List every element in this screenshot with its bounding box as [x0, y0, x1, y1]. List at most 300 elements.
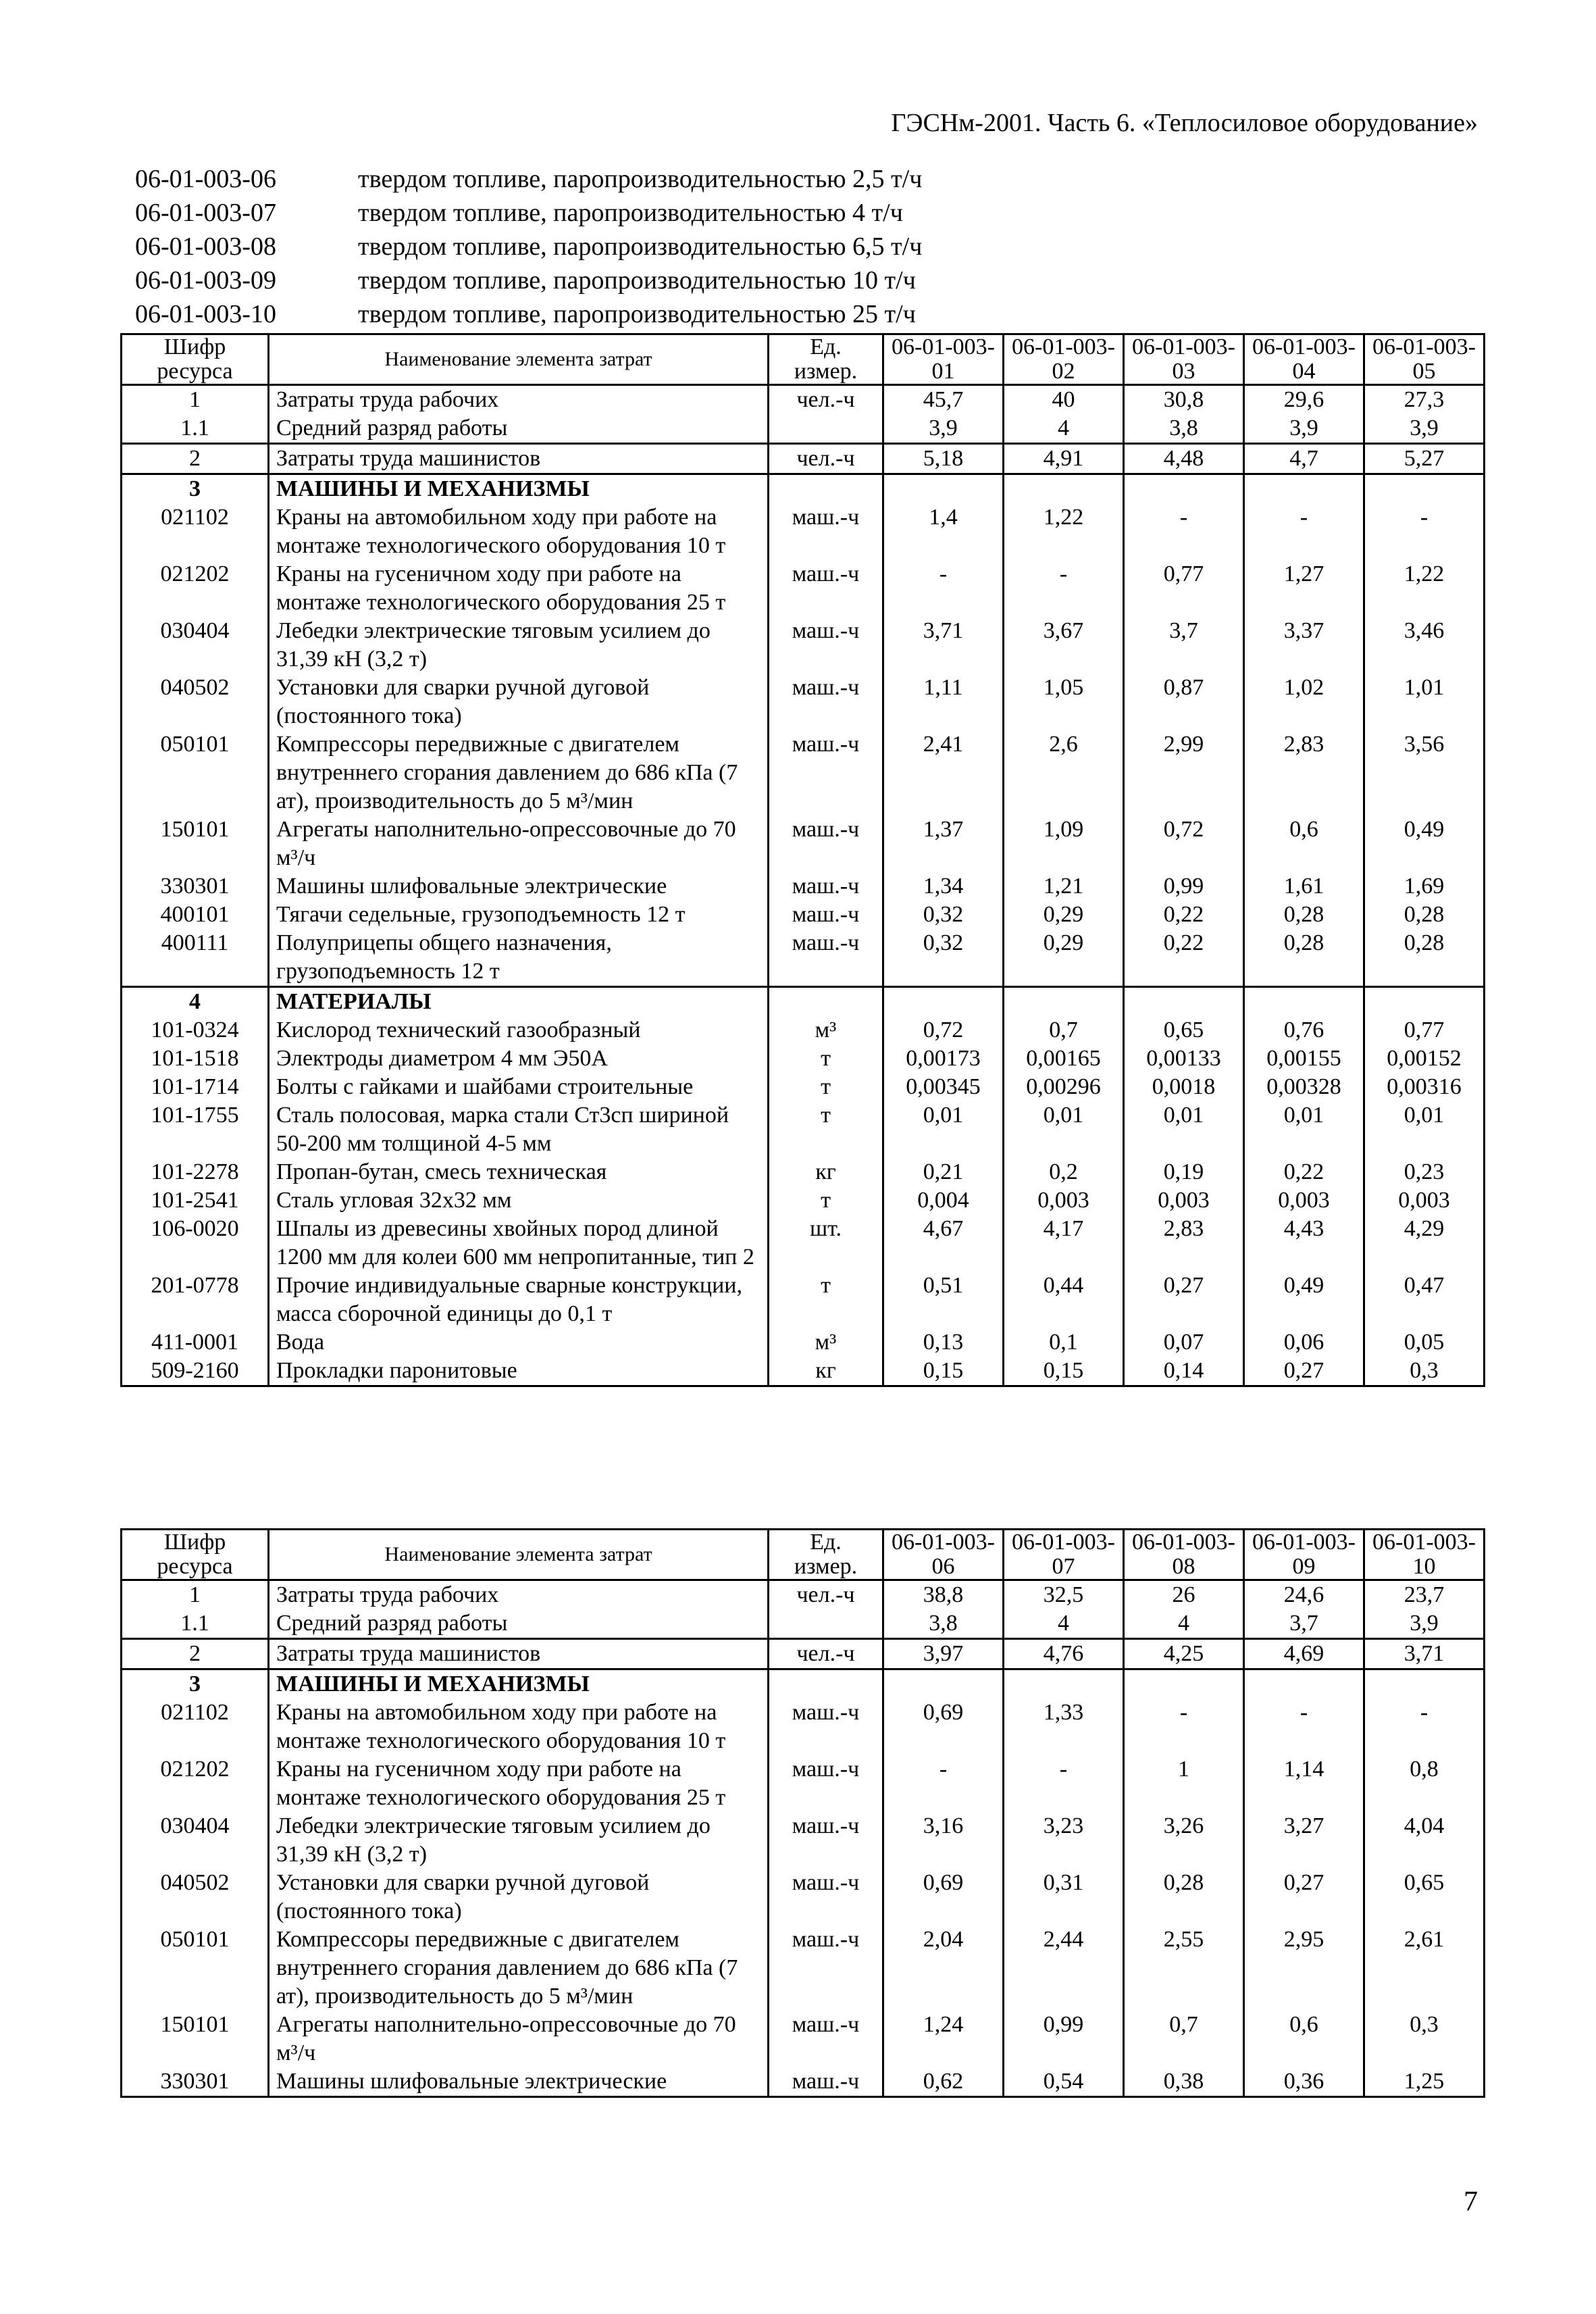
code-description: твердом топливе, паропроизводительностью 4 т/ч: [358, 199, 903, 227]
value-cell: 0,01: [1244, 1101, 1364, 1158]
value-cell: 0,19: [1124, 1158, 1244, 1186]
cost-element-name: Сталь угловая 32х32 мм: [269, 1186, 769, 1215]
value-cell: 40: [1004, 385, 1124, 415]
section-row: [122, 1669, 1485, 1699]
value-cell: 0,004: [883, 1186, 1004, 1215]
unit-cell: чел.-ч: [769, 1580, 883, 1610]
value-cell: 2,83: [1124, 1215, 1244, 1272]
code-description: твердом топливе, паропроизводительностью 6,5 т/ч: [358, 232, 923, 261]
header-column: 06-01-003-04: [1244, 334, 1364, 385]
value-cell: 0,27: [1244, 1357, 1364, 1386]
value-cell: [1364, 474, 1485, 504]
resource-code: 150101: [122, 815, 269, 872]
value-cell: 0,6: [1244, 815, 1364, 872]
value-cell: 0,15: [883, 1357, 1004, 1386]
cost-element-name: Краны на автомобильном ходу при работе на монтаже технологического оборудования 10 т: [269, 1699, 769, 1755]
value-cell: 0,27: [1124, 1272, 1244, 1328]
value-cell: 0,01: [883, 1101, 1004, 1158]
value-cell: -: [1364, 1699, 1485, 1755]
value-cell: 2,95: [1244, 1926, 1364, 2011]
table-row: [122, 1357, 1485, 1386]
value-cell: 2,55: [1124, 1926, 1244, 2011]
code-description: твердом топливе, паропроизводительностью 2,5 т/ч: [358, 165, 923, 193]
header-column: 06-01-003-09: [1244, 1530, 1364, 1580]
code-list-item: [135, 297, 922, 331]
value-cell: [1364, 1669, 1485, 1699]
value-cell: 0,29: [1004, 929, 1124, 987]
value-cell: 0,00155: [1244, 1045, 1364, 1073]
value-cell: 3,46: [1364, 617, 1485, 674]
value-cell: 0,05: [1364, 1328, 1485, 1357]
header-unit: Ед. измер.: [769, 1530, 883, 1580]
value-cell: 2,99: [1124, 730, 1244, 815]
value-cell: 3,23: [1004, 1812, 1124, 1869]
value-cell: 4,67: [883, 1215, 1004, 1272]
value-cell: 3,8: [883, 1609, 1004, 1639]
cost-element-name: Прокладки паронитовые: [269, 1357, 769, 1386]
unit-cell: м³: [769, 1328, 883, 1357]
table-row: [122, 2067, 1485, 2097]
value-cell: 0,003: [1244, 1186, 1364, 1215]
value-cell: 3,97: [883, 1639, 1004, 1669]
value-cell: 0,22: [1124, 901, 1244, 929]
resource-code: 021202: [122, 1755, 269, 1812]
unit-cell: т: [769, 1073, 883, 1101]
value-cell: [1244, 1669, 1364, 1699]
unit-cell: маш.-ч: [769, 872, 883, 901]
value-cell: 0,3: [1364, 1357, 1485, 1386]
header-cipher: Шифр ресурса: [122, 1530, 269, 1580]
value-cell: 0,7: [1124, 2011, 1244, 2067]
table-row: [122, 560, 1485, 617]
table-row: [122, 815, 1485, 872]
unit-cell: маш.-ч: [769, 503, 883, 560]
value-cell: 0,36: [1244, 2067, 1364, 2097]
table-row: [122, 1609, 1485, 1639]
value-cell: 0,69: [883, 1869, 1004, 1926]
value-cell: 2,44: [1004, 1926, 1124, 2011]
value-cell: 0,87: [1124, 674, 1244, 730]
cost-element-name: Машины шлифовальные электрические: [269, 2067, 769, 2097]
resource-code: 101-1755: [122, 1101, 269, 1158]
value-cell: 4: [1004, 1609, 1124, 1639]
unit-cell: [769, 987, 883, 1017]
unit-cell: маш.-ч: [769, 2067, 883, 2097]
table-row: [122, 1580, 1485, 1610]
unit-cell: т: [769, 1101, 883, 1158]
cost-element-name: Лебедки электрические тяговым усилием до 31,39 кН (3,2 т): [269, 1812, 769, 1869]
value-cell: 4,7: [1244, 444, 1364, 474]
value-cell: 1: [1124, 1755, 1244, 1812]
resource-code: 330301: [122, 872, 269, 901]
value-cell: 29,6: [1244, 385, 1364, 415]
value-cell: 0,32: [883, 901, 1004, 929]
value-cell: [1124, 474, 1244, 504]
cost-element-name: Агрегаты наполнительно-опрессовочные до 70 м³/ч: [269, 815, 769, 872]
value-cell: -: [1364, 503, 1485, 560]
cost-element-name: МАШИНЫ И МЕХАНИЗМЫ: [269, 1669, 769, 1699]
value-cell: 3,8: [1124, 414, 1244, 444]
cost-element-name: Лебедки электрические тяговым усилием до 31,39 кН (3,2 т): [269, 617, 769, 674]
value-cell: 0,003: [1004, 1186, 1124, 1215]
unit-cell: маш.-ч: [769, 901, 883, 929]
value-cell: 1,02: [1244, 674, 1364, 730]
cost-element-name: Машины шлифовальные электрические: [269, 872, 769, 901]
resource-code: 2: [122, 444, 269, 474]
value-cell: 3,56: [1364, 730, 1485, 815]
value-cell: 0,0018: [1124, 1073, 1244, 1101]
unit-cell: маш.-ч: [769, 674, 883, 730]
unit-cell: [769, 474, 883, 504]
code-list: [135, 162, 922, 331]
resource-code: 201-0778: [122, 1272, 269, 1328]
unit-cell: чел.-ч: [769, 1639, 883, 1669]
value-cell: 0,00165: [1004, 1045, 1124, 1073]
cost-element-name: Затраты труда рабочих: [269, 385, 769, 415]
header-column: 06-01-003-05: [1364, 334, 1485, 385]
table-row: [122, 2011, 1485, 2067]
value-cell: 0,01: [1364, 1101, 1485, 1158]
cost-element-name: Средний разряд работы: [269, 414, 769, 444]
value-cell: 4,48: [1124, 444, 1244, 474]
cost-element-name: Краны на гусеничном ходу при работе на монтаже технологического оборудования 25 т: [269, 1755, 769, 1812]
value-cell: 4,25: [1124, 1639, 1244, 1669]
resource-code: 050101: [122, 730, 269, 815]
cost-element-name: МАШИНЫ И МЕХАНИЗМЫ: [269, 474, 769, 504]
value-cell: 0,28: [1364, 901, 1485, 929]
cost-element-name: Прочие индивидуальные сварные конструкции, масса сборочной единицы до 0,1 т: [269, 1272, 769, 1328]
value-cell: 4,17: [1004, 1215, 1124, 1272]
resource-code: 509-2160: [122, 1357, 269, 1386]
value-cell: 3,9: [1244, 414, 1364, 444]
value-cell: 0,00328: [1244, 1073, 1364, 1101]
resource-code: 106-0020: [122, 1215, 269, 1272]
resource-code: 1.1: [122, 1609, 269, 1639]
resource-code: 4: [122, 987, 269, 1017]
header-column: 06-01-003-07: [1004, 1530, 1124, 1580]
value-cell: 0,8: [1364, 1755, 1485, 1812]
cost-element-name: Краны на гусеничном ходу при работе на монтаже технологического оборудования 25 т: [269, 560, 769, 617]
value-cell: 1,34: [883, 872, 1004, 901]
value-cell: 5,18: [883, 444, 1004, 474]
value-cell: 0,01: [1004, 1101, 1124, 1158]
cost-element-name: Установки для сварки ручной дуговой (постоянного тока): [269, 674, 769, 730]
resource-code: 400101: [122, 901, 269, 929]
page-header: ГЭСНм-2001. Часть 6. «Теплосиловое оборудование»: [891, 109, 1478, 137]
unit-cell: маш.-ч: [769, 815, 883, 872]
value-cell: 0,76: [1244, 1016, 1364, 1045]
resource-code: 030404: [122, 1812, 269, 1869]
value-cell: 0,01: [1124, 1101, 1244, 1158]
resource-code: 1: [122, 1580, 269, 1610]
value-cell: 0,38: [1124, 2067, 1244, 2097]
resource-code: 1.1: [122, 414, 269, 444]
value-cell: 0,003: [1364, 1186, 1485, 1215]
value-cell: [1124, 1669, 1244, 1699]
value-cell: 0,65: [1364, 1869, 1485, 1926]
header-name: Наименование элемента затрат: [269, 1530, 769, 1580]
value-cell: 1,01: [1364, 674, 1485, 730]
unit-cell: м³: [769, 1016, 883, 1045]
table-row: [122, 730, 1485, 815]
table-row: [122, 617, 1485, 674]
value-cell: 0,51: [883, 1272, 1004, 1328]
value-cell: 0,00173: [883, 1045, 1004, 1073]
page-number: 7: [1464, 2186, 1478, 2217]
cost-element-name: Шпалы из древесины хвойных пород длиной 1200 мм для колеи 600 мм непропитанные, тип 2: [269, 1215, 769, 1272]
value-cell: [1364, 987, 1485, 1017]
value-cell: 1,27: [1244, 560, 1364, 617]
value-cell: 27,3: [1364, 385, 1485, 415]
header-column: 06-01-003-06: [883, 1530, 1004, 1580]
resource-code: 330301: [122, 2067, 269, 2097]
value-cell: 0,14: [1124, 1357, 1244, 1386]
resource-code: 021202: [122, 560, 269, 617]
table-row: [122, 414, 1485, 444]
value-cell: 0,99: [1124, 872, 1244, 901]
value-cell: 1,33: [1004, 1699, 1124, 1755]
value-cell: 0,54: [1004, 2067, 1124, 2097]
cost-element-name: Затраты труда рабочих: [269, 1580, 769, 1610]
value-cell: 3,67: [1004, 617, 1124, 674]
code-list-item: [135, 162, 922, 196]
value-cell: 3,9: [883, 414, 1004, 444]
value-cell: 0,00296: [1004, 1073, 1124, 1101]
unit-cell: маш.-ч: [769, 1755, 883, 1812]
code-list-item: [135, 230, 922, 263]
cost-element-name: Установки для сварки ручной дуговой (постоянного тока): [269, 1869, 769, 1926]
header-cipher: Шифр ресурса: [122, 334, 269, 385]
header-column: 06-01-003-08: [1124, 1530, 1244, 1580]
value-cell: [883, 987, 1004, 1017]
table-row: [122, 1272, 1485, 1328]
value-cell: -: [1244, 503, 1364, 560]
table-row: [122, 1639, 1485, 1669]
value-cell: 0,07: [1124, 1328, 1244, 1357]
value-cell: 1,4: [883, 503, 1004, 560]
value-cell: 3,16: [883, 1812, 1004, 1869]
value-cell: -: [1124, 503, 1244, 560]
code-list-item: [135, 263, 922, 297]
value-cell: -: [883, 560, 1004, 617]
value-cell: 0,49: [1364, 815, 1485, 872]
header-column: 06-01-003-03: [1124, 334, 1244, 385]
unit-cell: маш.-ч: [769, 1812, 883, 1869]
value-cell: 0,00316: [1364, 1073, 1485, 1101]
resource-code: 400111: [122, 929, 269, 987]
code-number: 06-01-003-07: [135, 199, 276, 227]
value-cell: 45,7: [883, 385, 1004, 415]
value-cell: 0,44: [1004, 1272, 1124, 1328]
value-cell: 0,72: [1124, 815, 1244, 872]
value-cell: 0,65: [1124, 1016, 1244, 1045]
cost-element-name: Пропан-бутан, смесь техническая: [269, 1158, 769, 1186]
value-cell: 0,23: [1364, 1158, 1485, 1186]
value-cell: 0,00345: [883, 1073, 1004, 1101]
value-cell: 3,71: [1364, 1639, 1485, 1669]
resource-code: 021102: [122, 1699, 269, 1755]
table-row: [122, 872, 1485, 901]
value-cell: 1,69: [1364, 872, 1485, 901]
resource-code: 101-0324: [122, 1016, 269, 1045]
cost-element-name: Агрегаты наполнительно-опрессовочные до 70 м³/ч: [269, 2011, 769, 2067]
cost-element-name: Болты с гайками и шайбами строительные: [269, 1073, 769, 1101]
value-cell: 0,003: [1124, 1186, 1244, 1215]
value-cell: 1,09: [1004, 815, 1124, 872]
table-row: [122, 444, 1485, 474]
value-cell: 0,72: [883, 1016, 1004, 1045]
value-cell: 1,14: [1244, 1755, 1364, 1812]
value-cell: 4,76: [1004, 1639, 1124, 1669]
value-cell: [1004, 987, 1124, 1017]
value-cell: 1,24: [883, 2011, 1004, 2067]
cost-element-name: Сталь полосовая, марка стали Ст3сп шириной 50-200 мм толщиной 4-5 мм: [269, 1101, 769, 1158]
unit-cell: чел.-ч: [769, 444, 883, 474]
value-cell: 0,27: [1244, 1869, 1364, 1926]
value-cell: 4: [1004, 414, 1124, 444]
code-number: 06-01-003-06: [135, 165, 276, 193]
resource-code: 1: [122, 385, 269, 415]
value-cell: 2,04: [883, 1926, 1004, 2011]
value-cell: 0,28: [1244, 929, 1364, 987]
resource-table-1: [120, 333, 1485, 1387]
value-cell: 0,77: [1364, 1016, 1485, 1045]
code-number: 06-01-003-09: [135, 266, 276, 295]
unit-cell: т: [769, 1186, 883, 1215]
resource-table-2: [120, 1528, 1485, 2098]
value-cell: 5,27: [1364, 444, 1485, 474]
resource-code: 050101: [122, 1926, 269, 2011]
value-cell: 3,27: [1244, 1812, 1364, 1869]
unit-cell: маш.-ч: [769, 1926, 883, 2011]
cost-element-name: МАТЕРИАЛЫ: [269, 987, 769, 1017]
value-cell: 0,49: [1244, 1272, 1364, 1328]
value-cell: 0,29: [1004, 901, 1124, 929]
resource-code: 040502: [122, 674, 269, 730]
header-column: 06-01-003-10: [1364, 1530, 1485, 1580]
value-cell: 38,8: [883, 1580, 1004, 1610]
cost-element-name: Вода: [269, 1328, 769, 1357]
unit-cell: [769, 414, 883, 444]
value-cell: [883, 1669, 1004, 1699]
value-cell: 0,28: [1364, 929, 1485, 987]
resource-code: 3: [122, 474, 269, 504]
table-row: [122, 1073, 1485, 1101]
resource-code: 030404: [122, 617, 269, 674]
unit-cell: [769, 1669, 883, 1699]
value-cell: [1244, 474, 1364, 504]
value-cell: 3,9: [1364, 414, 1485, 444]
unit-cell: маш.-ч: [769, 560, 883, 617]
table-row: [122, 1755, 1485, 1812]
table-row: [122, 1158, 1485, 1186]
code-description: твердом топливе, паропроизводительностью 25 т/ч: [358, 300, 916, 328]
code-number: 06-01-003-08: [135, 232, 276, 261]
table-header-row: [122, 1530, 1485, 1580]
unit-cell: маш.-ч: [769, 1869, 883, 1926]
value-cell: 24,6: [1244, 1580, 1364, 1610]
cost-element-name: Полуприцепы общего назначения, грузоподъемность 12 т: [269, 929, 769, 987]
cost-element-name: Электроды диаметром 4 мм Э50А: [269, 1045, 769, 1073]
table-row: [122, 1045, 1485, 1073]
value-cell: 0,00133: [1124, 1045, 1244, 1073]
code-list-item: [135, 196, 922, 230]
value-cell: 0,6: [1244, 2011, 1364, 2067]
value-cell: 0,13: [883, 1328, 1004, 1357]
value-cell: 4: [1124, 1609, 1244, 1639]
value-cell: 1,25: [1364, 2067, 1485, 2097]
value-cell: 0,31: [1004, 1869, 1124, 1926]
value-cell: 3,7: [1124, 617, 1244, 674]
resource-code: 021102: [122, 503, 269, 560]
cost-element-name: Кислород технический газообразный: [269, 1016, 769, 1045]
value-cell: 0,1: [1004, 1328, 1124, 1357]
resource-code: 101-1714: [122, 1073, 269, 1101]
value-cell: 1,37: [883, 815, 1004, 872]
cost-element-name: Затраты труда машинистов: [269, 1639, 769, 1669]
value-cell: -: [1244, 1699, 1364, 1755]
unit-cell: шт.: [769, 1215, 883, 1272]
value-cell: 0,22: [1124, 929, 1244, 987]
header-column: 06-01-003-01: [883, 334, 1004, 385]
table-row: [122, 901, 1485, 929]
resource-code: 101-2278: [122, 1158, 269, 1186]
table-row: [122, 1699, 1485, 1755]
value-cell: 0,77: [1124, 560, 1244, 617]
value-cell: 0,99: [1004, 2011, 1124, 2067]
unit-cell: т: [769, 1045, 883, 1073]
value-cell: [1244, 987, 1364, 1017]
value-cell: -: [1004, 1755, 1124, 1812]
unit-cell: маш.-ч: [769, 929, 883, 987]
value-cell: 0,3: [1364, 2011, 1485, 2067]
value-cell: 0,7: [1004, 1016, 1124, 1045]
value-cell: [1004, 1669, 1124, 1699]
resource-code: 2: [122, 1639, 269, 1669]
value-cell: [883, 474, 1004, 504]
table-row: [122, 503, 1485, 560]
cost-element-name: Компрессоры передвижные с двигателем внутреннего сгорания давлением до 686 кПа (7 ат), производительность до 5 м³/мин: [269, 1926, 769, 2011]
table-row: [122, 1869, 1485, 1926]
value-cell: 2,61: [1364, 1926, 1485, 2011]
unit-cell: маш.-ч: [769, 617, 883, 674]
value-cell: 1,21: [1004, 872, 1124, 901]
table-row: [122, 1101, 1485, 1158]
value-cell: -: [1124, 1699, 1244, 1755]
resource-code: 040502: [122, 1869, 269, 1926]
value-cell: 23,7: [1364, 1580, 1485, 1610]
value-cell: 4,43: [1244, 1215, 1364, 1272]
value-cell: 4,04: [1364, 1812, 1485, 1869]
value-cell: 4,69: [1244, 1639, 1364, 1669]
unit-cell: маш.-ч: [769, 1699, 883, 1755]
value-cell: 0,00152: [1364, 1045, 1485, 1073]
cost-element-name: Тягачи седельные, грузоподъемность 12 т: [269, 901, 769, 929]
value-cell: 0,28: [1244, 901, 1364, 929]
cost-element-name: Средний разряд работы: [269, 1609, 769, 1639]
value-cell: [1004, 474, 1124, 504]
value-cell: 26: [1124, 1580, 1244, 1610]
value-cell: 1,11: [883, 674, 1004, 730]
cost-element-name: Краны на автомобильном ходу при работе на монтаже технологического оборудования 10 т: [269, 503, 769, 560]
resource-code: 150101: [122, 2011, 269, 2067]
value-cell: 4,29: [1364, 1215, 1485, 1272]
table-row: [122, 1812, 1485, 1869]
table-row: [122, 1186, 1485, 1215]
table-row: [122, 1328, 1485, 1357]
header-column: 06-01-003-02: [1004, 334, 1124, 385]
value-cell: 1,05: [1004, 674, 1124, 730]
